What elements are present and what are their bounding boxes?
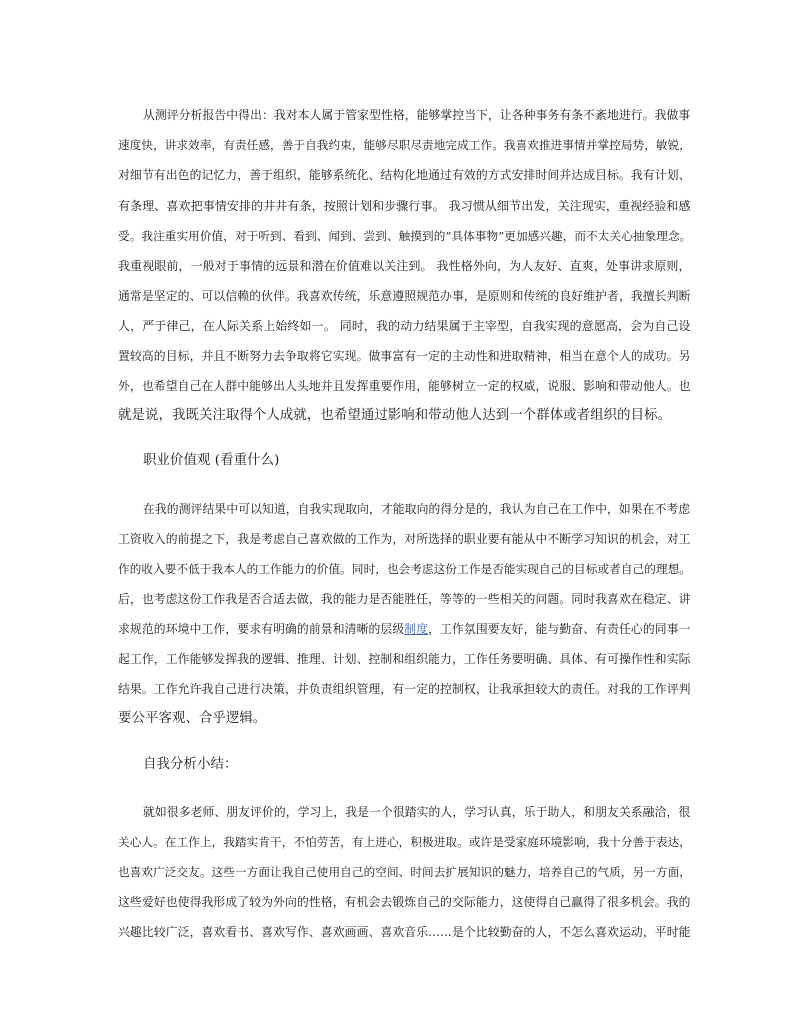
- text-line: 也喜欢广泛交友。这些一方面让我自己使用自己的空间、时间去扩展知识的魅力，培养自己的气质，另一方面，: [118, 865, 691, 879]
- text-line: 工资收入的前提之下，我是考虑自己喜欢做的工作为，对所选择的职业要有能从中不断学习知识的机会，对工: [118, 532, 691, 546]
- text-segment: 求规范的环境中工作，要求有明确的前景和清晰的层级: [118, 622, 405, 636]
- text-line: 对细节有出色的记忆力，善于组织，能够系统化、结构化地通过有效的方式安排时间并达成目标。我有计划、: [118, 168, 691, 182]
- text-line: 外，也希望自己在人群中能够出人头地并且发挥重要作用，能够树立一定的权威，说服、影响和带动他人。也: [118, 379, 691, 393]
- section-heading-career-values: 职业价值观 (看重什么): [143, 453, 280, 468]
- text-line: 人，严于律己，在人际关系上始终如一。 同时，我的动力结果属于主宰型，自我实现的意愿高，会为自己设: [118, 319, 691, 333]
- text-line: 兴趣比较广泛，喜欢看书、喜欢写作、喜欢画画、喜欢音乐……是个比较勤奋的人，不怎么喜欢运动，平时能: [118, 925, 691, 939]
- text-line: 置较高的目标，并且不断努力去争取将它实现。做事富有一定的主动性和进取精神，相当在意个人的成功。另: [118, 349, 691, 363]
- text-line: 起工作，工作能够发挥我的逻辑、推理、计划、控制和组织能力，工作任务要明确、具体、有可操作性和实际: [118, 652, 691, 666]
- text-line: [118, 619, 691, 639]
- text-line: 要公平客观、合乎逻辑。: [118, 711, 267, 726]
- section-heading-self-analysis: 自我分析小结：: [143, 757, 238, 772]
- text-line: 受。我注重实用价值，对于听到、看到、闻到、尝到、触摸到的“具体事物”更加感兴趣，而不太关心抽象理念。: [118, 229, 692, 243]
- text-line: 就是说，我既关注取得个人成就，也希望通过影响和带动他人达到一个群体或者组织的目标。: [118, 408, 672, 423]
- text-line: 结果。工作允许我自己进行决策，并负责组织管理，有一定的控制权，让我承担较大的责任。对我的工作评判: [118, 682, 691, 696]
- text-line: 从测评分析报告中得出：我对本人属于管家型性格，能够掌控当下，让各种事务有条不紊地进行。我做事: [143, 108, 691, 122]
- text-line: 后，也考虑这份工作我是否合适去做，我的能力是否能胜任，等等的一些相关的问题。同时我喜欢在稳定、讲: [118, 592, 691, 606]
- text-line: 作的收入要不低于我本人的工作能力的价值。同时，也会考虑这份工作是否能实现自己的目标或者自己的理想。: [118, 562, 691, 576]
- text-line: 关心人。在工作上，我踏实肯干，不怕劳苦，有上进心，积极进取。或许是受家庭环境影响，我十分善于表达，: [118, 835, 691, 849]
- link-zhidu[interactable]: 制度: [404, 622, 429, 636]
- text-line: 我重视眼前，一般对于事情的远景和潜在价值难以关注到。 我性格外向，为人友好、直爽，处事讲求原则，: [118, 259, 691, 273]
- text-line: 这些爱好也使得我形成了较为外向的性格，有机会去锻炼自己的交际能力，这使得自己赢得了很多机会。我的: [118, 895, 691, 909]
- text-segment: ，工作氛围要友好，能与勤奋、有责任心的同事一: [428, 622, 691, 636]
- text-line: 有条理、喜欢把事情安排的井井有条，按照计划和步骤行事。 我习惯从细节出发，关注现实，重视经验和感: [118, 199, 691, 213]
- text-line: 就如很多老师、朋友评价的，学习上，我是一个很踏实的人，学习认真，乐于助人，和朋友关系融洽，很: [143, 805, 691, 819]
- text-line: 在我的测评结果中可以知道，自我实现取向，才能取向的得分是的，我认为自己在工作中，如果在不考虑: [143, 502, 691, 516]
- text-line: 通常是坚定的、可以信赖的伙伴。我喜欢传统，乐意遵照规范办事，是原则和传统的良好维护者，我擅长判断: [118, 289, 691, 303]
- text-line: 速度快，讲求效率，有责任感，善于自我约束，能够尽职尽责地完成工作。我喜欢推进事情并掌控局势，敏锐，: [118, 138, 691, 152]
